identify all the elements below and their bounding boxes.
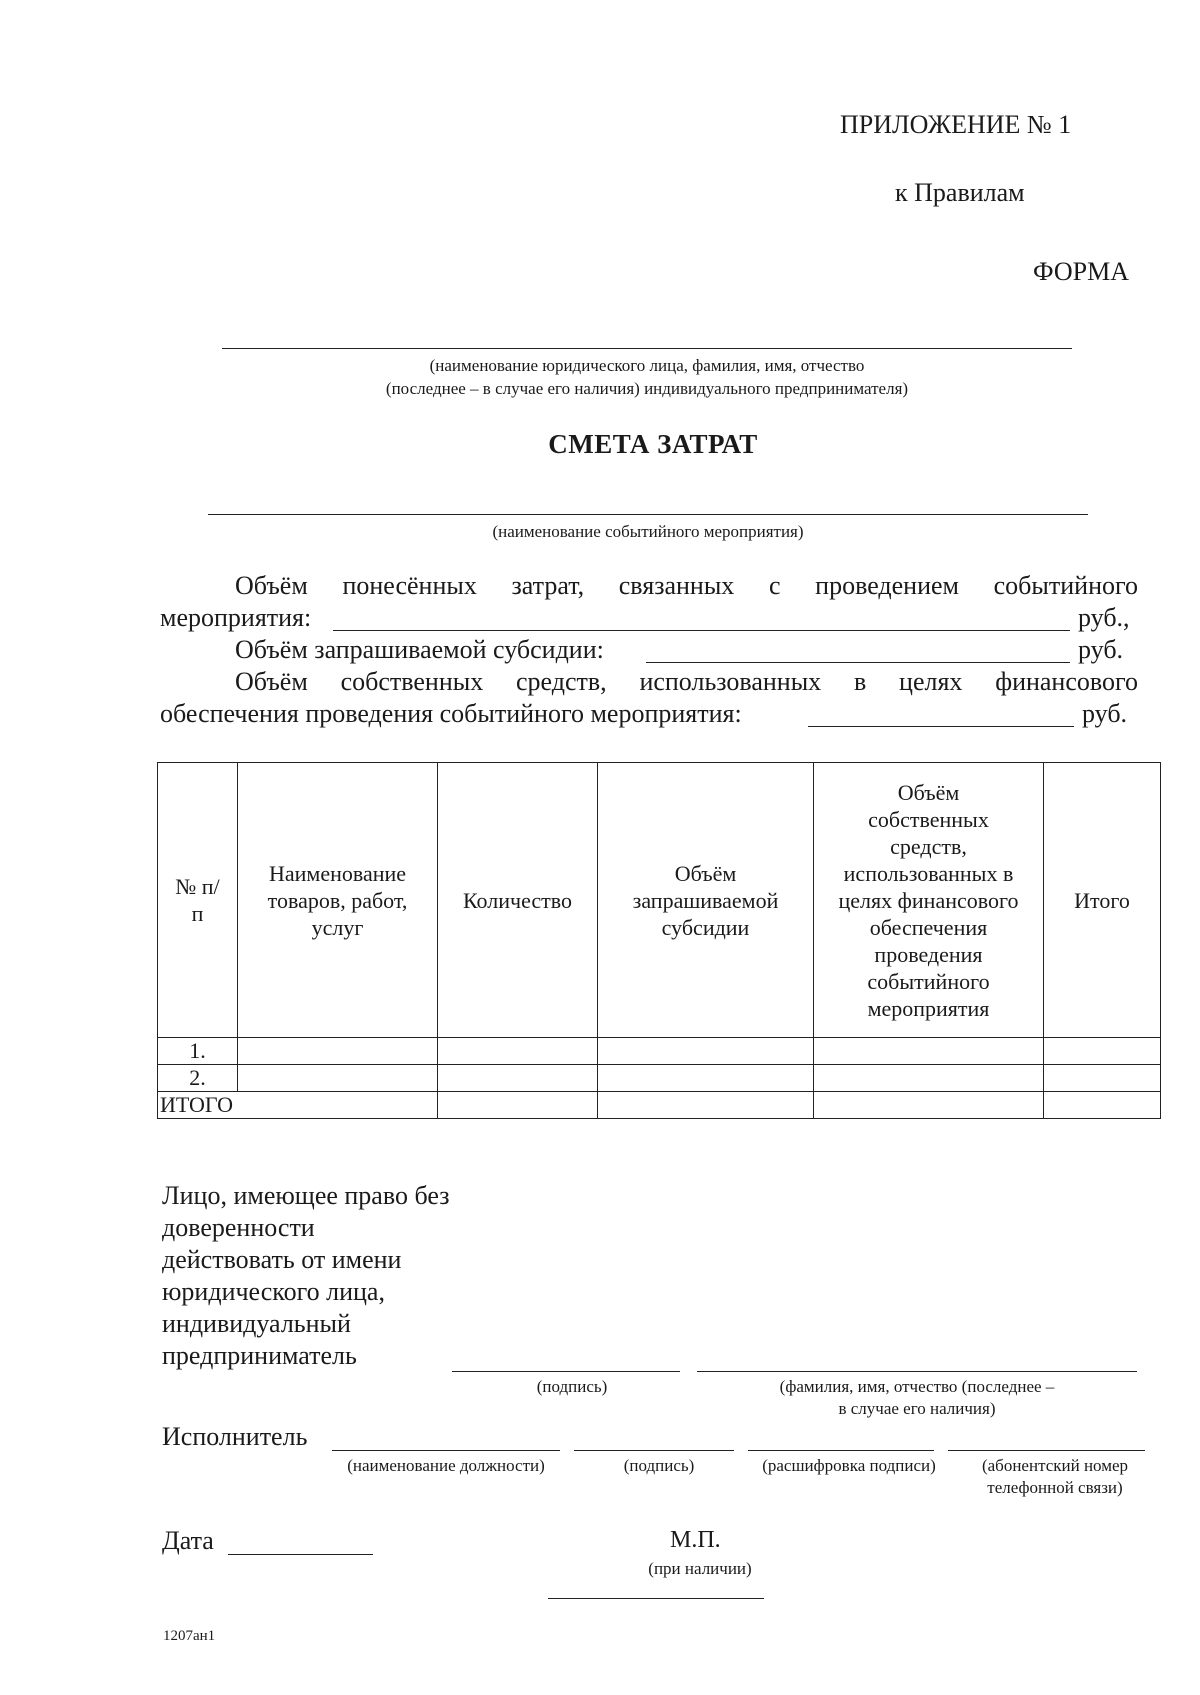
page-title: СМЕТА ЗАТРАТ (548, 429, 758, 459)
executor-signature-caption: (подпись) (623, 1456, 695, 1475)
signatory-fio-caption1: (фамилия, имя, отчество (последнее – (779, 1377, 1055, 1396)
costs-line1: Объём понесённых затрат, связанных с проведением событийного (235, 571, 1138, 600)
total-subsidy (598, 1092, 814, 1119)
executor-position-line (332, 1450, 560, 1451)
executor-signature-line (574, 1450, 734, 1451)
signatory-fio-line (697, 1371, 1137, 1372)
cell-qty (438, 1065, 598, 1092)
appendix-heading: ПРИЛОЖЕНИЕ № 1 (840, 110, 1072, 139)
cell-own (814, 1038, 1044, 1065)
header-subsidy: Объём запрашиваемой субсидии (598, 763, 814, 1038)
cell-own (814, 1065, 1044, 1092)
own-currency: руб. (1082, 699, 1128, 728)
signatory-fio-caption2: в случае его наличия) (838, 1399, 996, 1418)
header-own: Объём собственных средств, использованных в целях финансового обеспечения проведения событийного мероприятия (814, 763, 1044, 1038)
header-total: Итого (1044, 763, 1161, 1038)
total-qty (438, 1092, 598, 1119)
table-header-row (158, 763, 1161, 1038)
event-caption: (наименование событийного мероприятия) (492, 522, 804, 541)
event-name-line (208, 514, 1088, 515)
cell-subsidy (598, 1065, 814, 1092)
to-rules-text: к Правилам (895, 178, 1025, 207)
subsidy-value-line (646, 662, 1070, 663)
executor-phone-line (948, 1450, 1145, 1451)
form-label: ФОРМА (1033, 257, 1129, 286)
cell-name (238, 1038, 438, 1065)
signatory-text: Лицо, имеющее право без доверенности действовать от имени юридического лица, индивидуальный предприниматель (162, 1181, 450, 1370)
stamp-label: М.П. (670, 1527, 721, 1553)
cell-total (1044, 1065, 1161, 1092)
stamp-caption: (при наличии) (648, 1559, 752, 1578)
own-line1: Объём собственных средств, использованных в целях финансового (235, 667, 1138, 696)
header-qty: Количество (438, 763, 598, 1038)
own-value-line (808, 726, 1074, 727)
costs-label: мероприятия: (160, 603, 312, 632)
total-own (814, 1092, 1044, 1119)
cost-table (157, 762, 1161, 1119)
total-total (1044, 1092, 1161, 1119)
table-total-row (158, 1092, 1161, 1119)
footer-code: 1207ан1 (163, 1628, 216, 1644)
cell-name (238, 1065, 438, 1092)
executor-position-caption: (наименование должности) (347, 1456, 545, 1475)
cell-subsidy (598, 1038, 814, 1065)
header-num: № п/п (158, 763, 238, 1038)
date-line (228, 1554, 373, 1555)
cell-total (1044, 1038, 1161, 1065)
table-row (158, 1065, 1161, 1092)
org-caption-line1: (наименование юридического лица, фамилия, имя, отчество (429, 356, 865, 375)
subsidy-label: Объём запрашиваемой субсидии: (235, 635, 604, 664)
own-label: обеспечения проведения событийного мероприятия: (160, 699, 742, 728)
cell-qty (438, 1038, 598, 1065)
signatory-signature-caption: (подпись) (536, 1377, 608, 1396)
executor-decode-line (748, 1450, 934, 1451)
table-row (158, 1038, 1161, 1065)
signatory-signature-line (452, 1371, 680, 1372)
date-label: Дата (162, 1526, 214, 1555)
header-name: Наименование товаров, работ, услуг (238, 763, 438, 1038)
costs-currency: руб., (1078, 603, 1130, 632)
total-label: ИТОГО (158, 1092, 438, 1119)
row-number: 2. (158, 1065, 238, 1092)
executor-decode-caption: (расшифровка подписи) (762, 1456, 936, 1475)
executor-phone-caption2: телефонной связи) (987, 1478, 1123, 1497)
executor-phone-caption1: (абонентский номер (981, 1456, 1129, 1475)
executor-label: Исполнитель (162, 1422, 308, 1451)
org-name-line (222, 348, 1072, 349)
stamp-line (548, 1598, 764, 1599)
costs-value-line (333, 630, 1070, 631)
subsidy-currency: руб. (1078, 635, 1124, 664)
row-number: 1. (158, 1038, 238, 1065)
org-caption-line2: (последнее – в случае его наличия) индивидуального предпринимателя) (385, 379, 909, 398)
